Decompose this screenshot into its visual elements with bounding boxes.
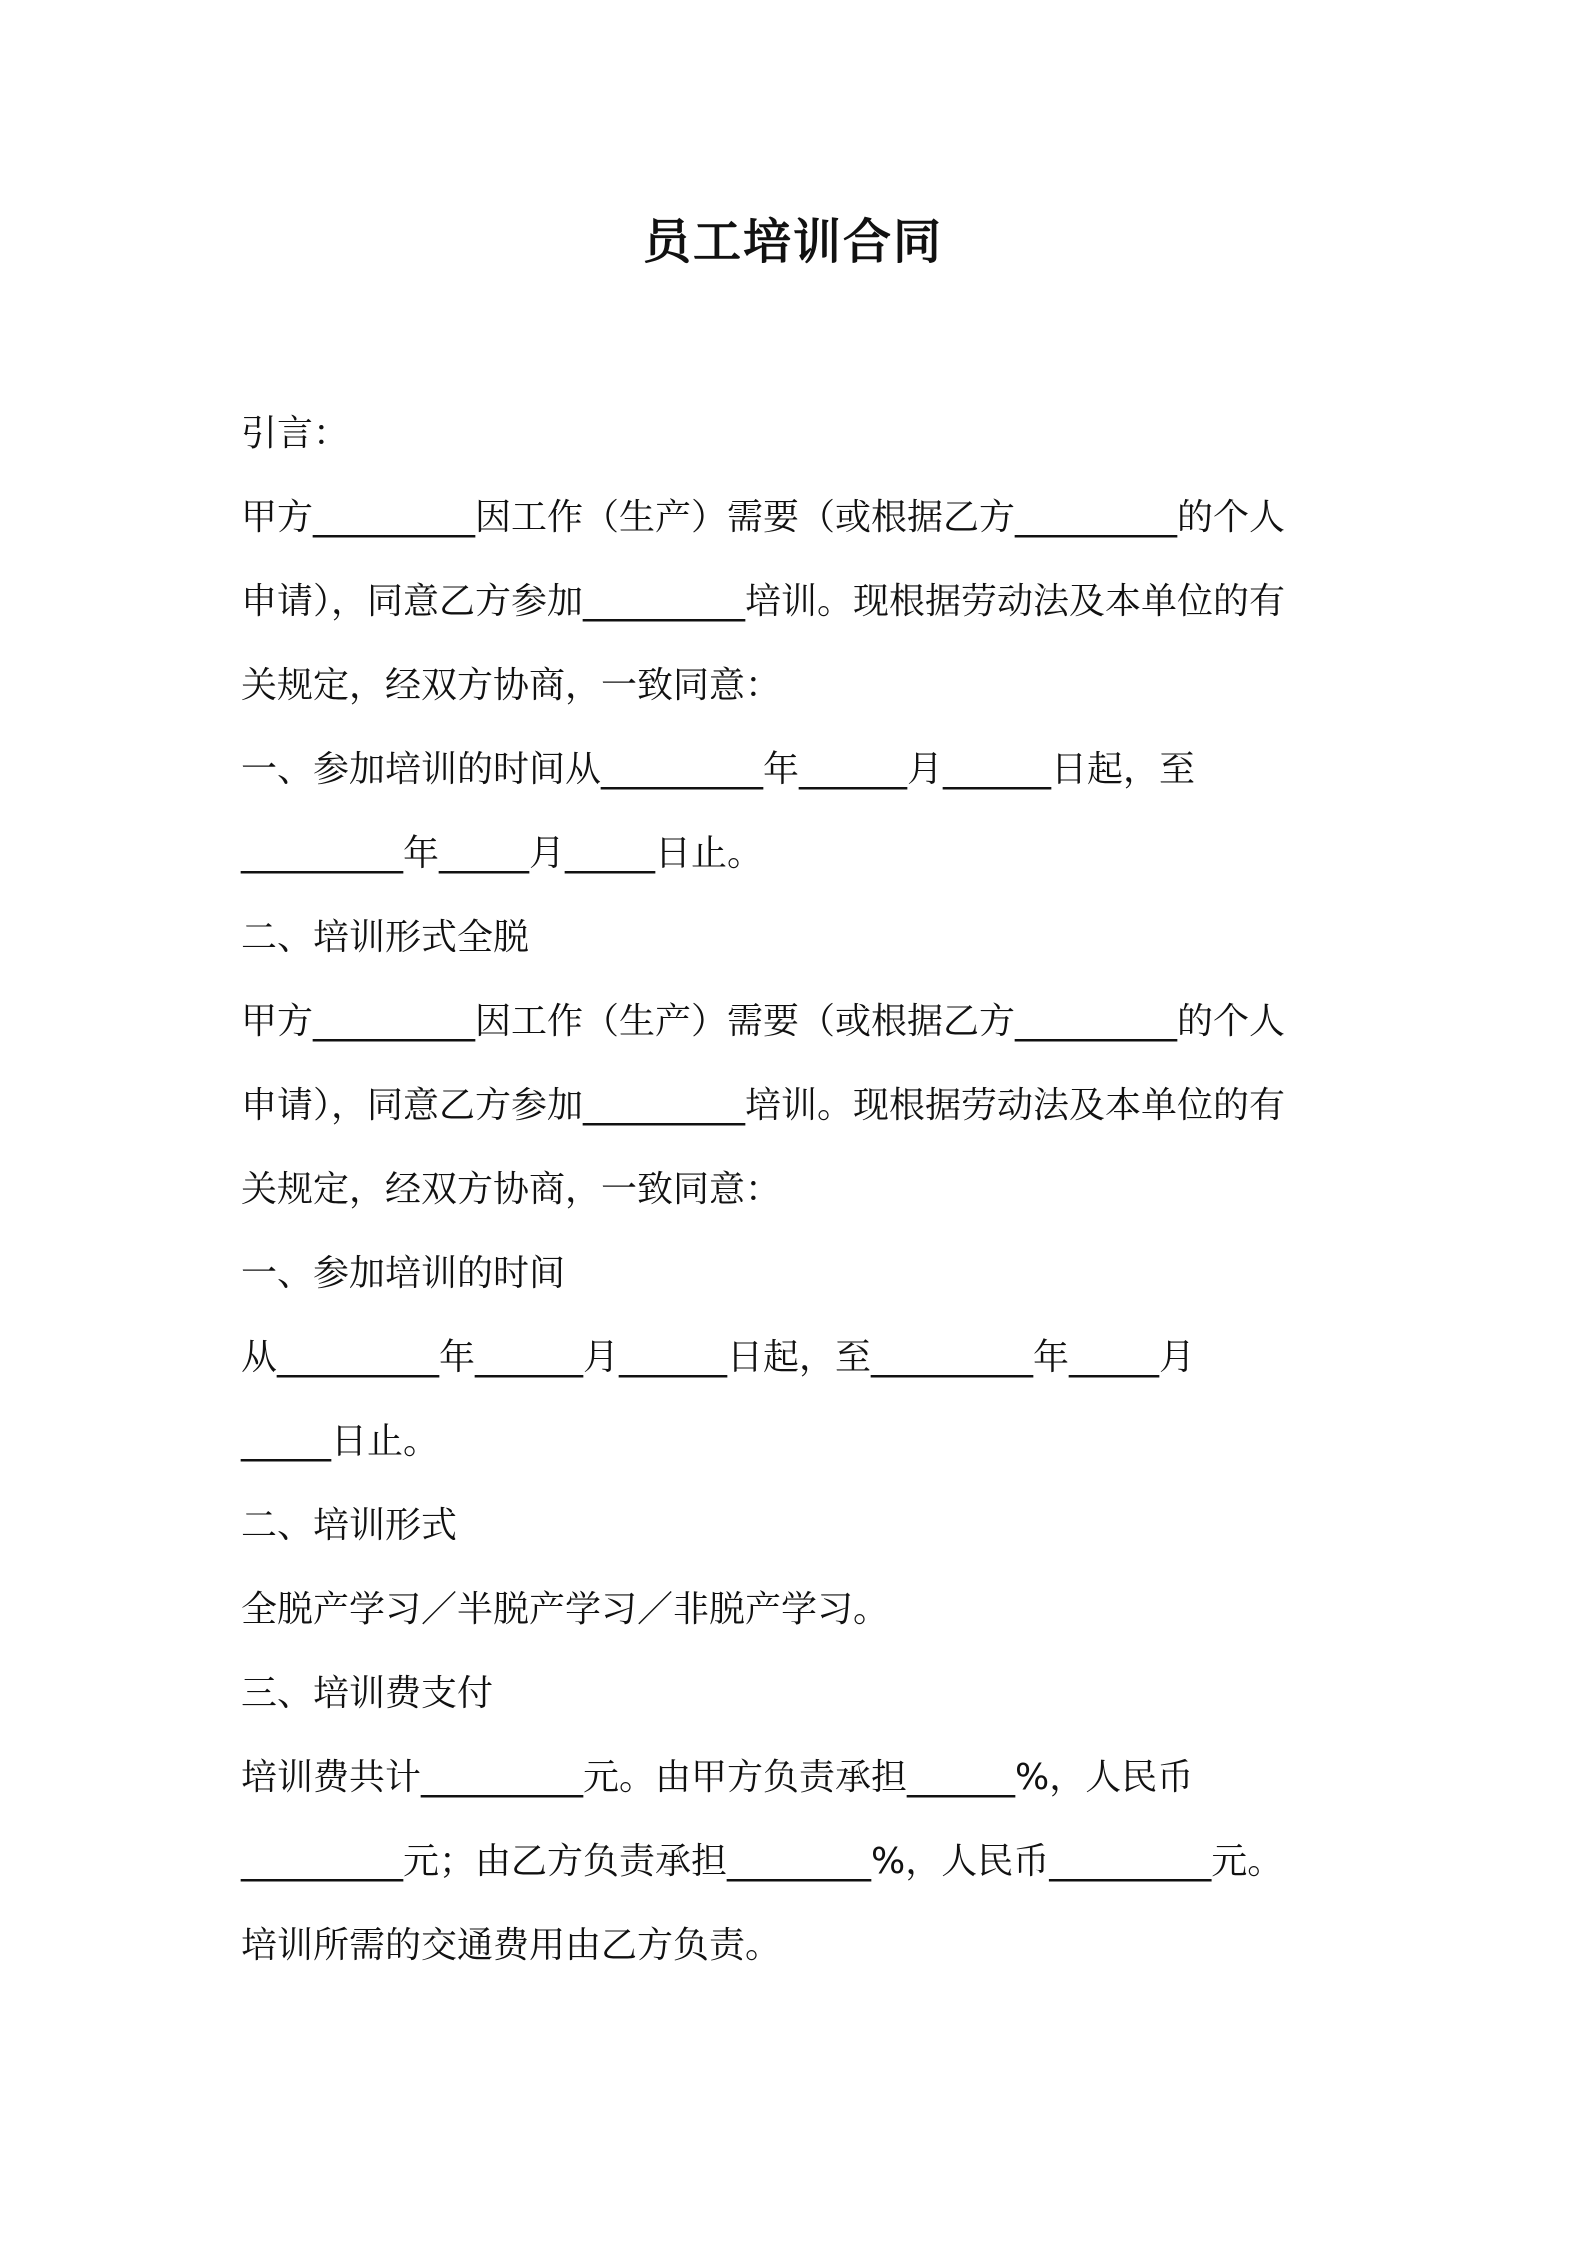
text-line: 培训费共计_________元。由甲方负责承担______%，人民币 bbox=[241, 1757, 1194, 1798]
text-line: _____日止。 bbox=[241, 1421, 440, 1462]
text-line: 全脱产学习／半脱产学习／非脱产学习。 bbox=[241, 1589, 890, 1630]
section-heading: 二、培训形式 bbox=[241, 1505, 458, 1546]
text-line-intro-heading: 引言： bbox=[241, 413, 350, 454]
text-line: _________年_____月_____日止。 bbox=[241, 833, 764, 874]
section-heading: 三、培训费支付 bbox=[241, 1673, 494, 1714]
text-line: 关规定，经双方协商，一致同意： bbox=[241, 1169, 782, 1210]
text-line: 从_________年______月______日起，至_________年_____月 bbox=[241, 1337, 1196, 1378]
document-title: 员工培训合同 bbox=[642, 214, 943, 270]
text-line: 甲方_________因工作（生产）需要（或根据乙方_________的个人 bbox=[241, 1001, 1286, 1042]
text-line: 培训所需的交通费用由乙方负责。 bbox=[241, 1925, 782, 1966]
text-line: 申请），同意乙方参加_________培训。现根据劳动法及本单位的有 bbox=[241, 581, 1286, 622]
text-line: 关规定，经双方协商，一致同意： bbox=[241, 665, 782, 706]
section-heading: 二、培训形式全脱 bbox=[241, 917, 530, 958]
section-heading: 一、参加培训的时间 bbox=[241, 1253, 566, 1294]
text-line: 申请），同意乙方参加_________培训。现根据劳动法及本单位的有 bbox=[241, 1085, 1286, 1126]
text-line: 甲方_________因工作（生产）需要（或根据乙方_________的个人 bbox=[241, 497, 1286, 538]
text-line: _________元；由乙方负责承担________%，人民币_________元。 bbox=[241, 1841, 1284, 1882]
text-line: 一、参加培训的时间从_________年______月______日起，至 bbox=[241, 749, 1196, 790]
